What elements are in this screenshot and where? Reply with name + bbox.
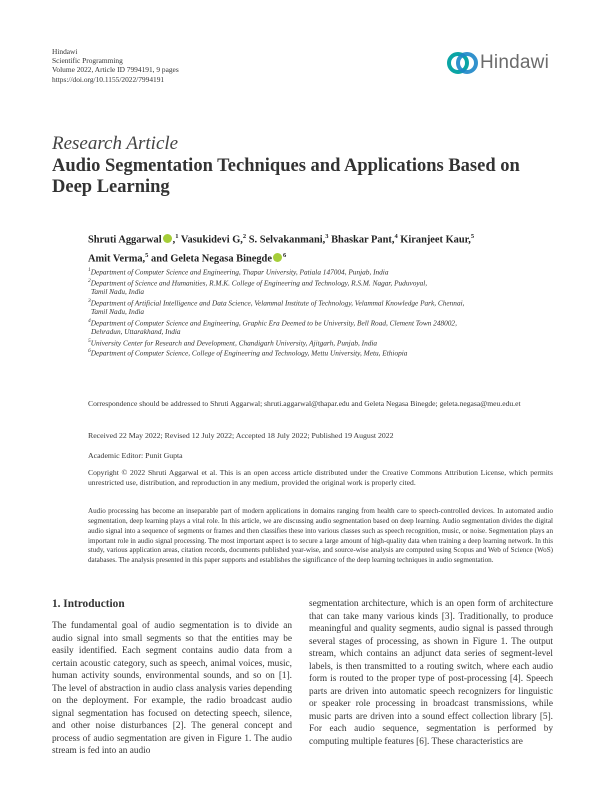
- affiliation-entry: [88, 266, 558, 277]
- author-name: S. Selvakanmani,: [248, 234, 326, 246]
- author-separator: ,: [172, 234, 176, 246]
- article-title: Audio Segmentation Techniques and Applications Based on Deep Learning: [52, 156, 520, 197]
- affiliation-line: University Center for Research and Development, Chandigarh University, Ajitgarh, Punjab, India: [90, 338, 378, 348]
- author-name: and Geleta Negasa Binegde: [151, 253, 272, 265]
- affiliation-line: Tamil Nadu, India: [91, 307, 145, 317]
- affiliation-number: 5: [88, 337, 91, 344]
- journal-publisher: Hindawi: [52, 47, 78, 56]
- affiliation-number: 6: [88, 348, 91, 355]
- author-affiliation-number: 3: [325, 233, 329, 240]
- introduction-column-left: The fundamental goal of audio segmentation is to divide an audio signal into small segments so that the entities may be easily identified. Each segment contains audio data from a certain acoustic category, such as speech, animal voices, music, human activity sounds, environmental sounds, and so on [1]. The level of abstraction in audio class analysis varies depending on the deployment. For example, the radio broadcast audio signal segmentation has focused on detecting speech, silence, and other noise disturbances [2]. The general concept and process of audio segmentation are given in Figure 1. The audio stream is fed into an audio: [52, 621, 292, 756]
- copyright-notice: Copyright © 2022 Shruti Aggarwal et al. This is an open access article distributed under the Creative Commons Attribution License, which permits unrestricted use, distribution, and reproduction in any medium, provided the original work is properly cited.: [88, 468, 553, 488]
- abstract: Audio processing has become an inseparable part of modern applications in domains ranging from health care to speech-controlled devices. In automated audio segmentation, deep learning plays a vital role. In this article, we are discussing audio segmentation based on deep learning. Audio segmentation divides the digital audio signal into a sequence of segments or frames and then classifies these into various classes such as speech recognition, music, or noise. Segmentation plays an important role in audio signal processing. The most important aspect is to secure a large amount of high-quality data when training a deep learning network. In this study, various application areas, citation records, documents published year-wise, and source-wise analysis are computed using Scopus and Web of Science (WoS) databases. The analysis presented in this paper supports and establishes the significance of the deep learning techniques in audio segmentation.: [88, 507, 553, 565]
- academic-editor: Academic Editor: Punit Gupta: [88, 451, 183, 460]
- correspondence: Correspondence should be addressed to Shruti Aggarwal; shruti.aggarwal@thapar.edu and Geleta Negasa Binegde; geleta.negasa@meu.edu.et: [88, 399, 521, 408]
- journal-volume: Volume 2022, Article ID 7994191, 9 pages: [52, 65, 179, 75]
- affiliation-number: 4: [88, 317, 91, 324]
- author-list: [88, 229, 558, 267]
- affiliation-line: Department of Computer Science, College of Engineering and Technology, Mettu University, Metu, Ethiopia: [90, 348, 408, 358]
- author-affiliation-number: 5: [145, 251, 149, 259]
- affiliation-line: Tamil Nadu, India: [91, 287, 145, 297]
- affiliation-line: Department of Artificial Intelligence and Data Science, Velammal Institute of Technology, Velammal Knowledge Park, Chennai,: [90, 298, 465, 308]
- section-heading-introduction: 1. Introduction: [52, 598, 125, 610]
- author-affiliation-number: 2: [242, 233, 247, 240]
- author-affiliation-number: 6: [282, 251, 287, 259]
- author-name: Amit Verma,: [88, 253, 146, 265]
- journal-info: [52, 47, 179, 84]
- hindawi-logo[interactable]: [446, 45, 554, 81]
- orcid-icon[interactable]: [273, 253, 282, 262]
- hindawi-logo-icon: [446, 46, 480, 80]
- affiliation-entry: [88, 297, 558, 317]
- author-affiliation-number: 5: [470, 233, 475, 240]
- orcid-icon[interactable]: [163, 234, 172, 243]
- affiliations: [88, 266, 558, 358]
- article-type: Research Article: [52, 133, 179, 154]
- affiliation-line: Dehradun, Uttarakhand, India: [91, 327, 181, 337]
- author-affiliation-number: 4: [394, 233, 398, 240]
- affiliation-entry: [88, 317, 558, 337]
- hindawi-logo-text: Hindawi: [480, 52, 549, 73]
- journal-name: Scientific Programming: [52, 56, 123, 66]
- affiliation-entry: [88, 277, 558, 297]
- author-name: Vasukidevi G,: [180, 234, 243, 246]
- affiliation-line: Department of Computer Science and Engineering, Thapar University, Patiala 147004, Punjab, India: [90, 267, 389, 277]
- affiliation-line: Department of Science and Humanities, R.M.K. College of Engineering and Technology, R.S.M. Nagar, Puduvoyal,: [90, 278, 428, 288]
- affiliation-entry: [88, 337, 558, 348]
- publication-dates: Received 22 May 2022; Revised 12 July 2022; Accepted 18 July 2022; Published 19 August 2022: [88, 431, 394, 440]
- affiliation-line: Department of Computer Science and Engineering, Graphic Era Deemed to be University, Bell Road, Clement Town 248002,: [90, 318, 457, 328]
- author-name: Shruti Aggarwal: [88, 234, 162, 246]
- affiliation-number: 3: [88, 297, 91, 304]
- author-name: Bhaskar Pant,: [331, 234, 395, 246]
- affiliation-entry: [88, 347, 558, 358]
- author-name: Kiranjeet Kaur,: [400, 234, 471, 246]
- author-affiliation-number: 1: [175, 233, 179, 240]
- affiliation-number: 1: [88, 267, 91, 273]
- affiliation-number: 2: [88, 277, 91, 284]
- journal-doi[interactable]: https://doi.org/10.1155/2022/7994191: [52, 74, 165, 84]
- introduction-column-right: segmentation architecture, which is an open form of architecture that can take many various kinds [3]. Traditionally, to produce meaningful and quality segments, audio signal is passed through several stages of processing, as shown in Figure 1. The output stream, which contains an adjunct data series of segment-level labels, is then transmitted to a routing switch, where each audio form is routed to the proper type of post-processing [4]. Speech parts are driven into automatic speech recognizers for linguistic or speaker role processing in broadcast transmissions, while music parts are driven into a sound effect collection library [5]. For each audio sequence, segmentation is performed by computing multiple features [6]. These characteristics are: [309, 599, 553, 747]
